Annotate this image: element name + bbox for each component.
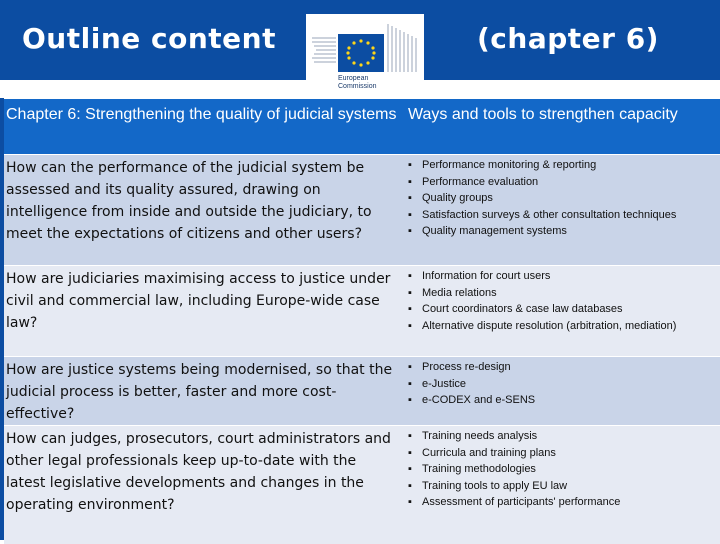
tools-cell <box>402 426 720 544</box>
list-item: ▪ Quality management systems <box>408 223 720 240</box>
slide-header <box>0 0 720 98</box>
table-row <box>4 426 720 544</box>
question-cell: How can the performance of the judicial system be assessed and its quality assured, drawing on intelligence from inside and outside the judiciary, to meet the expectations of citizens and other users? <box>4 155 402 266</box>
list-item: ▪ Satisfaction surveys & other consultation techniques <box>408 207 720 224</box>
table-row <box>4 266 720 357</box>
bullet-list <box>408 428 720 511</box>
bullet-list <box>408 157 720 240</box>
tools-cell <box>402 155 720 266</box>
table-row <box>4 357 720 426</box>
logo-line-2: Commission <box>338 83 377 91</box>
slide-subtitle: (chapter 6) <box>477 22 659 55</box>
list-item: ▪ Information for court users <box>408 268 720 285</box>
slide-title: Outline content <box>22 22 276 55</box>
header-tools-cell: Ways and tools to strengthen capacity <box>402 99 720 155</box>
question-cell: How are judiciaries maximising access to justice under civil and commercial law, including Europe-wide case law? <box>4 266 402 357</box>
bullet-list <box>408 359 720 409</box>
list-item: ▪ Quality groups <box>408 190 720 207</box>
table-row <box>4 155 720 266</box>
list-item: ▪ Training tools to apply EU law <box>408 478 720 495</box>
header-chapter-cell: Chapter 6: Strengthening the quality of judicial systems <box>4 99 402 155</box>
logo-wordmark <box>338 75 377 91</box>
logo-line-1: European <box>338 75 377 83</box>
tools-cell <box>402 266 720 357</box>
list-item: ▪ Performance evaluation <box>408 174 720 191</box>
bullet-list <box>408 268 720 334</box>
list-item: ▪ Court coordinators & case law databases <box>408 301 720 318</box>
list-item: ▪ e-CODEX and e-SENS <box>408 392 720 409</box>
list-item: ▪ Process re-design <box>408 359 720 376</box>
tools-cell <box>402 357 720 426</box>
content-table <box>4 98 720 544</box>
european-commission-logo <box>306 14 424 98</box>
table-header-row <box>4 99 720 155</box>
list-item: ▪ Training methodologies <box>408 461 720 478</box>
list-item: ▪ Performance monitoring & reporting <box>408 157 720 174</box>
list-item: ▪ e-Justice <box>408 376 720 393</box>
list-item: ▪ Assessment of participants' performance <box>408 494 720 511</box>
list-item: ▪ Alternative dispute resolution (arbitration, mediation) <box>408 318 720 335</box>
list-item: ▪ Training needs analysis <box>408 428 720 445</box>
list-item: ▪ Curricula and training plans <box>408 445 720 462</box>
question-cell: How are justice systems being modernised, so that the judicial process is better, faster and more cost-effective? <box>4 357 402 426</box>
question-cell: How can judges, prosecutors, court administrators and other legal professionals keep up-to-date with the latest legislative developments and changes in the operating environment? <box>4 426 402 544</box>
list-item: ▪ Media relations <box>408 285 720 302</box>
